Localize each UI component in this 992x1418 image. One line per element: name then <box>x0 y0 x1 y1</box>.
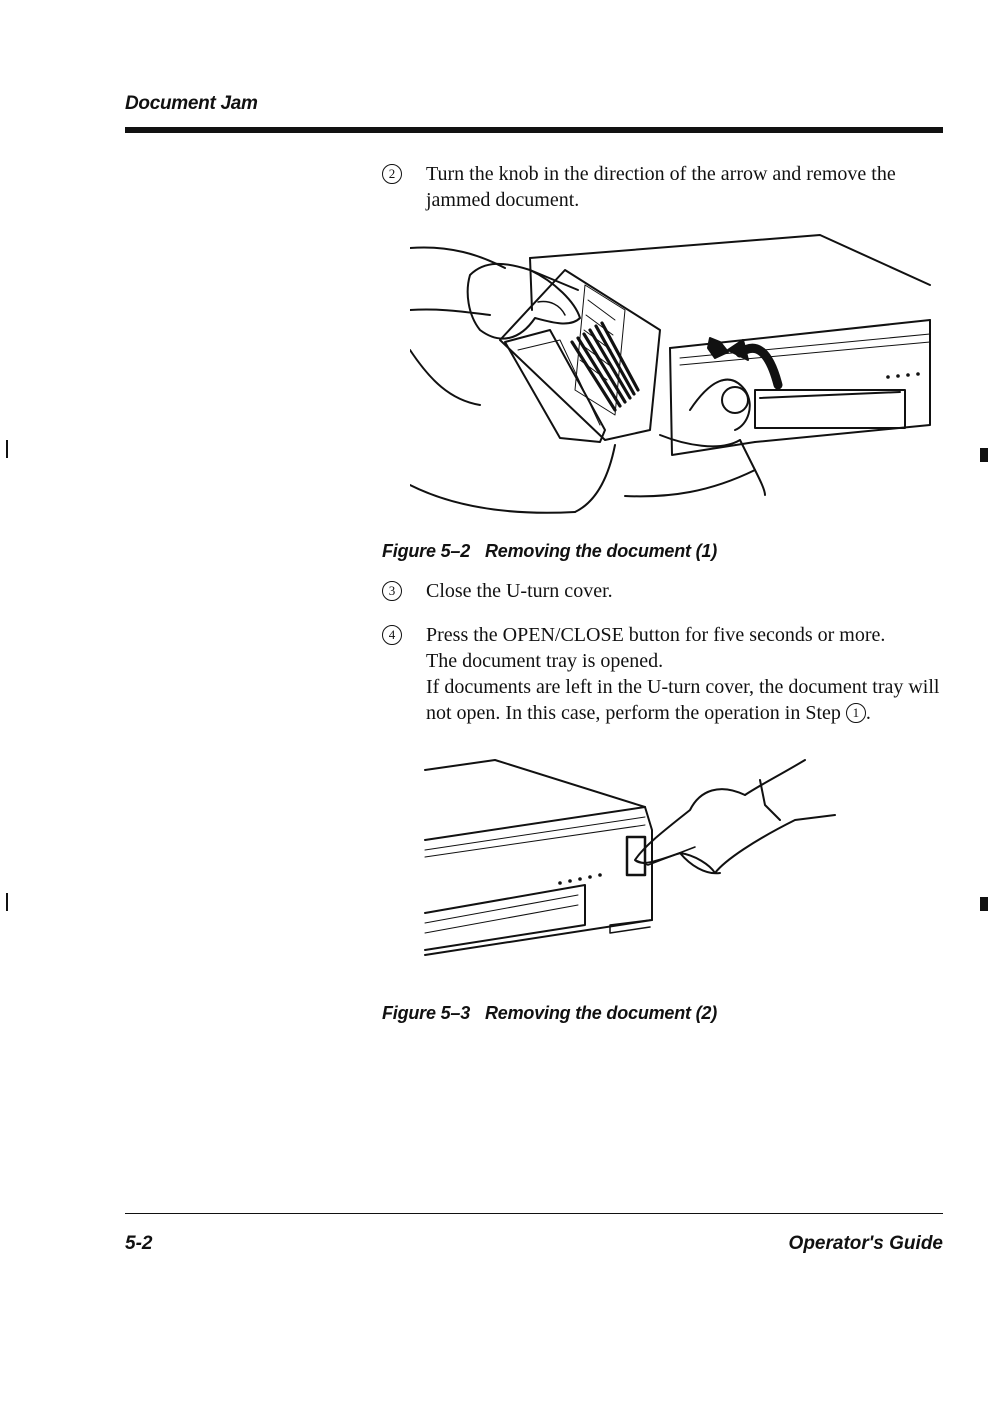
scan-edge-mark <box>6 893 8 911</box>
scan-edge-mark <box>6 440 8 458</box>
footer-guide-title: Operator's Guide <box>788 1233 943 1254</box>
footer-page-number: 5-2 <box>125 1233 153 1254</box>
figure-5-2-illustration <box>410 230 935 530</box>
step-text: Turn the knob in the direction of the arrow and remove the jammed document. <box>426 163 896 211</box>
step-text-line-1: Press the OPEN/CLOSE button for five seconds or more. <box>426 624 886 646</box>
step-number: 4 <box>382 625 402 645</box>
step-2 <box>382 161 957 213</box>
step-text-line-3: If documents are left in the U-turn cover, the document tray will not open. In this case, perform the operation in Step 1 . <box>426 676 940 724</box>
step-3 <box>382 578 957 604</box>
footer-rule <box>125 1213 943 1214</box>
figure-label: Figure 5–3 <box>382 1003 471 1023</box>
step-text: Close the U-turn cover. <box>426 580 613 602</box>
step-4 <box>382 622 957 726</box>
scan-edge-mark <box>980 897 988 911</box>
figure-5-3-caption <box>382 1003 717 1024</box>
header-rule <box>125 127 943 133</box>
step-number: 3 <box>382 581 402 601</box>
step-text-line-2: The document tray is opened. <box>426 650 664 672</box>
page-header-title: Document Jam <box>125 93 258 114</box>
figure-label: Figure 5–2 <box>382 541 471 561</box>
figure-caption-text: Removing the document (1) <box>485 541 718 561</box>
step-number: 2 <box>382 164 402 184</box>
scan-edge-mark <box>980 448 988 462</box>
figure-caption-text: Removing the document (2) <box>485 1003 718 1023</box>
figure-5-3-illustration <box>420 755 840 975</box>
step-reference: 1 <box>846 703 866 723</box>
figure-5-2-caption <box>382 541 717 562</box>
